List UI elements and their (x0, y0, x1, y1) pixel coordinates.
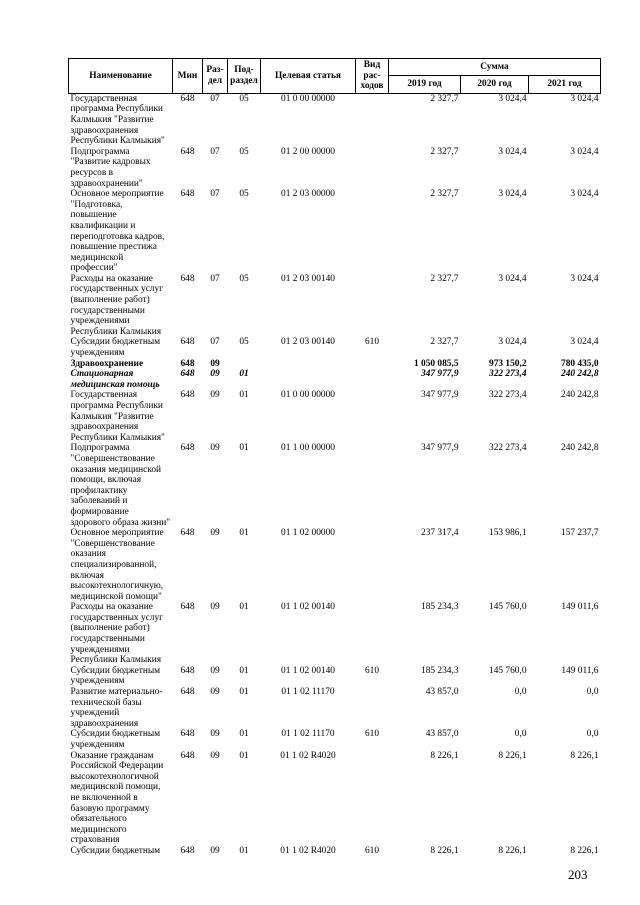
cell-min: 648 (180, 358, 195, 369)
cell-2021: 3 024,4 (570, 93, 599, 104)
cell-target-article (261, 359, 356, 370)
table-row (69, 751, 601, 846)
cell-2019: 43 857,0 (425, 687, 459, 698)
cell-target-article: 01 0 00 00000 (281, 390, 335, 401)
cell-min: 648 (180, 443, 195, 454)
cell-min: 648 (180, 146, 195, 157)
cell-razdel: 09 (210, 443, 220, 454)
cell-razdel: 09 (210, 750, 220, 761)
cell-2020: 3 024,4 (498, 337, 527, 348)
cell-razdel: 09 (210, 390, 220, 401)
cell-min: 648 (180, 750, 195, 761)
header-year-2020: 2020 год (461, 76, 529, 93)
cell-2021: 8 226,1 (570, 845, 599, 856)
table-row (69, 274, 601, 338)
cell-target-article: 01 2 03 00140 (281, 337, 335, 348)
cell-2021: 3 024,4 (570, 273, 599, 284)
cell-expense-type: 610 (364, 665, 380, 676)
table-row (69, 337, 601, 358)
cell-min: 648 (180, 687, 195, 698)
page-number: 203 (568, 867, 588, 882)
header-year-2021: 2021 год (529, 76, 601, 93)
cell-name: Субсидии бюджетным учреждениям (70, 337, 161, 359)
cell-target-article: 01 1 02 00000 (281, 528, 335, 539)
cell-target-article: 01 1 02 00140 (281, 665, 335, 676)
cell-2020: 3 024,4 (498, 93, 527, 104)
cell-target-article: 01 1 00 00000 (281, 443, 335, 454)
cell-target-article: 01 2 03 00140 (281, 273, 335, 284)
cell-2019: 8 226,1 (430, 845, 459, 856)
cell-name: Государственная программа Республики Калмыкия "Развитие здравоохранения Республики Калмыкия" (70, 390, 165, 443)
cell-target-article: 01 0 00 00000 (281, 93, 335, 104)
table-body (69, 93, 601, 856)
cell-name: Стационарная медицинская помощь (70, 369, 160, 390)
cell-razdel: 07 (210, 93, 220, 104)
cell-target-article: 01 1 02 R4020 (280, 845, 336, 856)
cell-2021: 0,0 (586, 687, 599, 698)
cell-min: 648 (180, 390, 195, 401)
cell-razdel: 07 (210, 273, 220, 284)
cell-min: 648 (180, 528, 195, 539)
budget-table (68, 58, 601, 857)
cell-2019: 2 327,7 (430, 93, 459, 104)
cell-2020: 3 024,4 (498, 146, 527, 157)
cell-2020: 145 760,0 (489, 665, 527, 676)
cell-min: 648 (180, 189, 195, 200)
header-year-2019: 2019 год (389, 76, 461, 93)
cell-expense-type (356, 687, 389, 729)
cell-name: Подпрограмма "Развитие кадровых ресурсов в здравоохранении" (70, 146, 151, 189)
cell-name: Основное мероприятие "Подготовка, повышение квалификации и переподготовка кадров, повышение престижа медицинской профессии" (70, 189, 165, 274)
cell-2019: 8 226,1 (430, 750, 459, 761)
cell-razdel: 07 (210, 189, 220, 200)
table-row (69, 528, 601, 602)
cell-2019: 1 050 085,5 (413, 358, 459, 369)
cell-2021: 240 242,8 (561, 390, 599, 401)
table-row (69, 729, 601, 750)
table-row (69, 93, 601, 146)
table-row (69, 359, 601, 370)
table-header (69, 59, 601, 94)
cell-expense-type: 610 (364, 337, 380, 348)
table-row (69, 443, 601, 528)
cell-min: 648 (180, 729, 195, 740)
cell-2021: 8 226,1 (570, 750, 599, 761)
header-name: Наименование (69, 59, 173, 94)
cell-2019: 347 977,9 (421, 369, 459, 380)
header-sum: Сумма (389, 59, 601, 76)
table-row (69, 602, 601, 666)
cell-2020: 145 760,0 (489, 602, 527, 613)
cell-2020: 8 226,1 (498, 750, 527, 761)
cell-name: Государственная программа Республики Калмыкия "Развитие здравоохранения Республики Калмыкия" (70, 93, 165, 147)
cell-2021: 157 237,7 (561, 528, 599, 539)
cell-name: Расходы на оказание государственных услуг (выполнение работ) государственными учреждениями Республики Калмыкия (70, 273, 163, 337)
cell-2020: 3 024,4 (498, 189, 527, 200)
header-target-article: Целевая статья (261, 59, 356, 94)
table-row (69, 369, 601, 390)
cell-name: Здравоохранение (70, 358, 144, 369)
cell-razdel: 07 (210, 337, 220, 348)
cell-target-article: 01 2 00 00000 (281, 146, 335, 157)
header-min: Мин (173, 59, 203, 94)
cell-podrazdel: 01 (239, 845, 249, 856)
cell-2019: 43 857,0 (425, 729, 459, 740)
cell-2019: 185 234,3 (421, 602, 459, 613)
cell-name: Субсидии бюджетным учреждениям (70, 729, 161, 750)
cell-podrazdel: 05 (239, 337, 249, 348)
cell-razdel: 09 (210, 665, 220, 676)
cell-razdel: 09 (210, 687, 220, 698)
cell-expense-type (356, 189, 389, 274)
cell-podrazdel (228, 359, 261, 370)
cell-2021: 240 242,8 (561, 443, 599, 454)
cell-expense-type (356, 528, 389, 602)
cell-min: 648 (180, 93, 195, 104)
table-row (69, 846, 601, 857)
cell-razdel: 09 (210, 845, 220, 856)
cell-podrazdel: 01 (239, 729, 249, 740)
cell-target-article: 01 1 02 00140 (281, 602, 335, 613)
cell-podrazdel: 01 (239, 750, 249, 761)
cell-2019: 2 327,7 (430, 337, 459, 348)
cell-2020: 0,0 (514, 729, 527, 740)
cell-2020: 153 986,1 (489, 528, 527, 539)
cell-podrazdel: 01 (239, 687, 249, 698)
cell-2020: 0,0 (514, 687, 527, 698)
table-row (69, 687, 601, 729)
cell-2021: 149 011,6 (561, 602, 599, 613)
cell-2020: 3 024,4 (498, 273, 527, 284)
cell-name: Субсидии бюджетным (70, 845, 161, 856)
cell-podrazdel: 01 (239, 369, 249, 380)
cell-min: 648 (180, 665, 195, 676)
table-row (69, 666, 601, 687)
cell-podrazdel: 01 (239, 665, 249, 676)
cell-razdel: 09 (210, 369, 220, 380)
cell-expense-type: 610 (364, 729, 380, 740)
cell-min: 648 (180, 337, 195, 348)
cell-expense-type: 610 (364, 845, 380, 856)
cell-podrazdel: 01 (239, 443, 249, 454)
cell-min: 648 (180, 602, 195, 613)
cell-2020: 322 273,4 (489, 390, 527, 401)
cell-name: Субсидии бюджетным учреждениям (70, 665, 161, 687)
cell-2021: 149 011,6 (561, 665, 599, 676)
cell-podrazdel: 01 (239, 528, 249, 539)
cell-podrazdel: 05 (239, 273, 249, 284)
cell-target-article (261, 369, 356, 390)
cell-podrazdel: 05 (239, 93, 249, 104)
cell-expense-type (356, 369, 389, 390)
cell-2020: 973 150,2 (489, 358, 527, 369)
cell-target-article: 01 1 02 11170 (281, 687, 335, 698)
cell-razdel: 09 (210, 729, 220, 740)
cell-expense-type (356, 443, 389, 528)
table-row (69, 189, 601, 274)
cell-podrazdel: 01 (239, 602, 249, 613)
cell-2021: 3 024,4 (570, 337, 599, 348)
cell-name: Оказание гражданам Российской Федерации высокотехнологичной медицинской помощи, не включенной в базовую программу обязательного медицинского страхования (70, 750, 164, 846)
cell-2021: 3 024,4 (570, 146, 599, 157)
cell-2019: 2 327,7 (430, 273, 459, 284)
cell-min: 648 (180, 273, 195, 284)
header-expense-type: Вид рас-ходов (356, 59, 389, 94)
cell-name: Подпрограмма "Совершенствование оказания медицинской помощи, включая профилактику заболеваний и формирование здорового образа жизни" (70, 443, 171, 528)
cell-2019: 347 977,9 (421, 390, 459, 401)
cell-podrazdel: 01 (239, 390, 249, 401)
cell-2021: 240 242,8 (561, 369, 599, 380)
cell-2019: 185 234,3 (421, 665, 459, 676)
header-razdel: Раз-дел (203, 59, 228, 94)
cell-target-article: 01 1 02 R4020 (280, 750, 336, 761)
header-podrazdel: Под-раздел (228, 59, 261, 94)
cell-podrazdel: 05 (239, 189, 249, 200)
cell-2020: 322 273,4 (489, 443, 527, 454)
cell-min: 648 (180, 369, 195, 380)
cell-razdel: 07 (210, 146, 220, 157)
cell-expense-type (356, 751, 389, 846)
cell-2020: 8 226,1 (498, 845, 527, 856)
cell-expense-type (356, 602, 389, 666)
cell-min: 648 (180, 845, 195, 856)
cell-razdel: 09 (210, 358, 220, 369)
cell-2020: 322 273,4 (489, 369, 527, 380)
cell-name: Основное мероприятие "Совершенствование оказания специализированной, включая высокотехнологичную, медицинской помощи" (70, 528, 164, 602)
cell-podrazdel: 05 (239, 146, 249, 157)
cell-2019: 2 327,7 (430, 189, 459, 200)
cell-expense-type (356, 93, 389, 146)
cell-razdel: 09 (210, 602, 220, 613)
cell-expense-type (356, 390, 389, 443)
cell-name: Развитие материально-технической базы учреждений здравоохранения (70, 687, 163, 729)
cell-target-article: 01 1 02 11170 (281, 729, 335, 740)
cell-expense-type (356, 359, 389, 370)
cell-expense-type (356, 147, 389, 189)
cell-name: Расходы на оказание государственных услуг (выполнение работ) государственными учреждениями Республики Калмыкия (70, 602, 163, 666)
cell-expense-type (356, 274, 389, 338)
cell-2019: 237 317,4 (421, 528, 459, 539)
cell-2019: 2 327,7 (430, 146, 459, 157)
cell-2021: 0,0 (586, 729, 599, 740)
cell-razdel: 09 (210, 528, 220, 539)
table-row (69, 147, 601, 189)
cell-2021: 3 024,4 (570, 189, 599, 200)
cell-2019: 347 977,9 (421, 443, 459, 454)
cell-target-article: 01 2 03 00000 (281, 189, 335, 200)
table-row (69, 390, 601, 443)
cell-2021: 780 435,0 (561, 358, 599, 369)
